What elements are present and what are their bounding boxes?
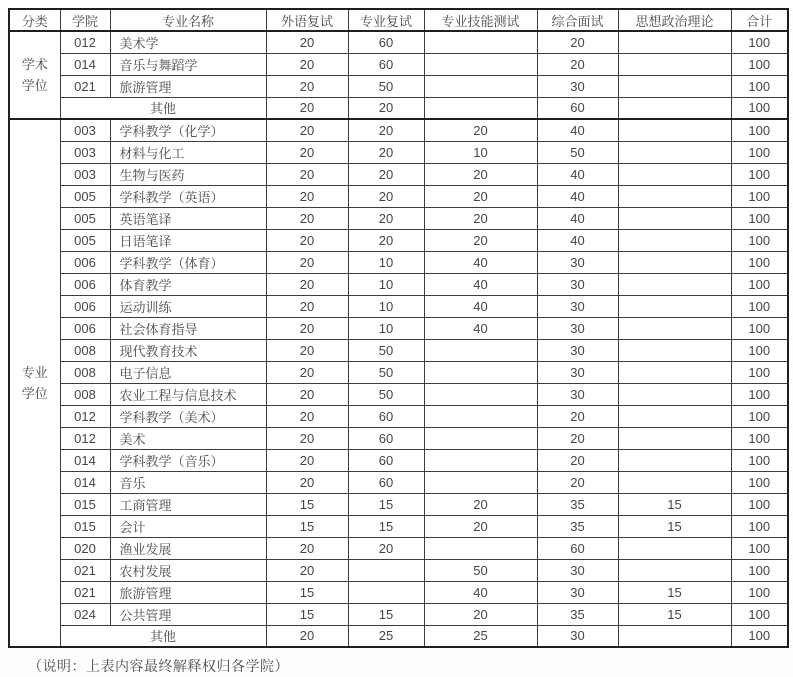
score-cell: 15 <box>348 515 424 537</box>
score-cell: 10 <box>348 295 424 317</box>
score-cell <box>618 119 731 141</box>
score-cell <box>424 53 537 75</box>
college-code-cell: 008 <box>60 339 110 361</box>
major-name-cell: 学科教学（化学） <box>110 119 266 141</box>
score-cell: 15 <box>348 603 424 625</box>
score-cell: 20 <box>266 339 348 361</box>
table-row <box>9 185 788 207</box>
score-cell <box>618 383 731 405</box>
score-cell: 40 <box>537 163 618 185</box>
score-cell: 50 <box>424 559 537 581</box>
score-cell <box>618 53 731 75</box>
college-code-cell: 014 <box>60 471 110 493</box>
score-cell: 20 <box>537 31 618 53</box>
score-cell: 50 <box>348 75 424 97</box>
score-cell: 40 <box>424 273 537 295</box>
college-code-cell: 006 <box>60 251 110 273</box>
score-cell: 60 <box>348 471 424 493</box>
score-cell: 60 <box>348 31 424 53</box>
score-cell <box>348 559 424 581</box>
score-cell: 20 <box>348 141 424 163</box>
score-cell <box>618 185 731 207</box>
score-cell <box>424 471 537 493</box>
score-cell <box>618 625 731 647</box>
category-line: 学位 <box>21 386 48 401</box>
score-cell: 20 <box>266 207 348 229</box>
college-code-cell: 005 <box>60 229 110 251</box>
score-cell: 40 <box>424 317 537 339</box>
score-cell: 20 <box>348 229 424 251</box>
college-code-cell: 021 <box>60 75 110 97</box>
score-cell: 10 <box>348 273 424 295</box>
score-cell: 30 <box>537 251 618 273</box>
college-code-cell: 005 <box>60 185 110 207</box>
score-cell: 30 <box>537 339 618 361</box>
score-cell: 20 <box>424 515 537 537</box>
score-cell: 100 <box>731 339 788 361</box>
major-name-cell: 美术 <box>110 427 266 449</box>
category-line: 学术 <box>21 57 48 72</box>
score-cell <box>424 75 537 97</box>
score-cell: 35 <box>537 603 618 625</box>
category-line: 学位 <box>21 78 48 93</box>
table-row <box>9 361 788 383</box>
score-cell: 35 <box>537 515 618 537</box>
table-row <box>9 537 788 559</box>
score-cell: 50 <box>537 141 618 163</box>
major-name-cell: 美术学 <box>110 31 266 53</box>
college-code-cell: 024 <box>60 603 110 625</box>
score-cell <box>348 581 424 603</box>
table-row <box>9 31 788 53</box>
college-code-cell: 003 <box>60 119 110 141</box>
score-cell: 100 <box>731 185 788 207</box>
major-name-cell: 社会体育指导 <box>110 317 266 339</box>
score-cell: 40 <box>424 581 537 603</box>
major-name-cell: 英语笔译 <box>110 207 266 229</box>
score-cell: 20 <box>266 383 348 405</box>
score-cell: 20 <box>266 405 348 427</box>
major-name-cell: 学科教学（美术） <box>110 405 266 427</box>
score-cell: 15 <box>618 603 731 625</box>
score-cell: 20 <box>266 295 348 317</box>
score-cell <box>424 361 537 383</box>
table-row <box>9 163 788 185</box>
table-header <box>9 9 788 31</box>
score-cell: 100 <box>731 75 788 97</box>
score-cell <box>618 97 731 119</box>
major-name-cell: 日语笔译 <box>110 229 266 251</box>
score-cell: 20 <box>266 31 348 53</box>
score-cell: 15 <box>266 603 348 625</box>
score-cell: 100 <box>731 31 788 53</box>
score-cell <box>618 75 731 97</box>
score-cell: 25 <box>348 625 424 647</box>
score-cell: 15 <box>618 493 731 515</box>
score-cell: 15 <box>618 515 731 537</box>
score-table <box>8 8 789 648</box>
score-cell: 20 <box>424 119 537 141</box>
college-code-cell: 021 <box>60 559 110 581</box>
table-row <box>9 449 788 471</box>
other-row-label-cell: 其他 <box>60 97 266 119</box>
score-cell <box>618 339 731 361</box>
score-cell: 100 <box>731 493 788 515</box>
score-cell <box>618 295 731 317</box>
score-cell <box>618 559 731 581</box>
score-cell: 60 <box>348 427 424 449</box>
major-name-cell: 电子信息 <box>110 361 266 383</box>
score-cell: 10 <box>348 317 424 339</box>
table-row <box>9 75 788 97</box>
other-row-label-cell: 其他 <box>60 625 266 647</box>
category-cell <box>9 31 60 119</box>
major-name-cell: 工商管理 <box>110 493 266 515</box>
score-cell <box>424 537 537 559</box>
score-cell: 20 <box>266 361 348 383</box>
score-cell <box>424 339 537 361</box>
score-cell: 20 <box>266 251 348 273</box>
major-name-cell: 体育教学 <box>110 273 266 295</box>
college-code-cell: 020 <box>60 537 110 559</box>
score-cell <box>424 427 537 449</box>
score-cell <box>618 471 731 493</box>
score-cell: 15 <box>266 581 348 603</box>
score-cell: 10 <box>348 251 424 273</box>
score-cell: 30 <box>537 361 618 383</box>
table-row <box>9 97 788 119</box>
score-cell: 100 <box>731 559 788 581</box>
score-cell: 60 <box>537 537 618 559</box>
score-cell: 100 <box>731 97 788 119</box>
major-name-cell: 材料与化工 <box>110 141 266 163</box>
table-row <box>9 119 788 141</box>
column-header: 合计 <box>731 9 788 31</box>
score-cell: 30 <box>537 383 618 405</box>
college-code-cell: 012 <box>60 427 110 449</box>
college-code-cell: 008 <box>60 361 110 383</box>
score-cell: 60 <box>348 405 424 427</box>
score-cell: 100 <box>731 427 788 449</box>
score-cell: 100 <box>731 273 788 295</box>
table-row <box>9 405 788 427</box>
header-row <box>9 9 788 31</box>
score-cell: 50 <box>348 383 424 405</box>
score-cell: 30 <box>537 625 618 647</box>
column-header: 思想政治理论 <box>618 9 731 31</box>
score-cell: 30 <box>537 581 618 603</box>
score-cell <box>618 427 731 449</box>
score-cell: 15 <box>348 493 424 515</box>
table-row <box>9 383 788 405</box>
score-cell: 100 <box>731 229 788 251</box>
college-code-cell: 003 <box>60 141 110 163</box>
score-cell: 100 <box>731 383 788 405</box>
major-name-cell: 会计 <box>110 515 266 537</box>
score-cell: 100 <box>731 53 788 75</box>
college-code-cell: 008 <box>60 383 110 405</box>
major-name-cell: 音乐与舞蹈学 <box>110 53 266 75</box>
score-cell: 35 <box>537 493 618 515</box>
score-cell: 100 <box>731 163 788 185</box>
score-cell <box>618 141 731 163</box>
table-row <box>9 471 788 493</box>
score-cell: 60 <box>348 53 424 75</box>
score-cell: 20 <box>266 163 348 185</box>
score-cell: 20 <box>424 493 537 515</box>
score-cell: 50 <box>348 339 424 361</box>
college-code-cell: 003 <box>60 163 110 185</box>
score-cell: 10 <box>424 141 537 163</box>
score-cell <box>424 449 537 471</box>
score-cell: 100 <box>731 405 788 427</box>
score-cell: 20 <box>266 75 348 97</box>
score-cell: 100 <box>731 251 788 273</box>
college-code-cell: 021 <box>60 581 110 603</box>
score-cell <box>618 251 731 273</box>
score-cell: 100 <box>731 361 788 383</box>
table-row <box>9 229 788 251</box>
table-row <box>9 53 788 75</box>
major-name-cell: 渔业发展 <box>110 537 266 559</box>
major-name-cell: 生物与医药 <box>110 163 266 185</box>
column-header: 学院 <box>60 9 110 31</box>
score-cell: 40 <box>537 207 618 229</box>
score-cell: 40 <box>424 295 537 317</box>
score-cell: 20 <box>348 537 424 559</box>
score-cell: 20 <box>424 229 537 251</box>
major-name-cell: 现代教育技术 <box>110 339 266 361</box>
score-cell: 20 <box>266 53 348 75</box>
score-cell: 20 <box>424 207 537 229</box>
score-cell: 15 <box>618 581 731 603</box>
score-cell <box>618 207 731 229</box>
score-cell: 100 <box>731 317 788 339</box>
score-cell: 30 <box>537 317 618 339</box>
score-cell: 100 <box>731 603 788 625</box>
score-cell: 30 <box>537 273 618 295</box>
score-cell <box>618 229 731 251</box>
column-header: 专业名称 <box>110 9 266 31</box>
score-cell <box>618 163 731 185</box>
score-cell: 20 <box>537 405 618 427</box>
score-cell: 20 <box>266 317 348 339</box>
score-cell <box>424 97 537 119</box>
score-cell: 30 <box>537 75 618 97</box>
score-cell <box>618 537 731 559</box>
score-cell: 60 <box>348 449 424 471</box>
score-cell: 100 <box>731 471 788 493</box>
score-cell: 20 <box>266 427 348 449</box>
score-cell: 20 <box>266 141 348 163</box>
score-cell: 100 <box>731 141 788 163</box>
category-line: 专业 <box>21 365 48 380</box>
score-cell: 20 <box>266 625 348 647</box>
table-row <box>9 603 788 625</box>
score-cell: 20 <box>266 97 348 119</box>
score-cell: 20 <box>266 229 348 251</box>
table-row <box>9 493 788 515</box>
score-cell: 40 <box>537 185 618 207</box>
major-name-cell: 学科教学（英语） <box>110 185 266 207</box>
major-name-cell: 音乐 <box>110 471 266 493</box>
major-name-cell: 旅游管理 <box>110 75 266 97</box>
column-header: 综合面试 <box>537 9 618 31</box>
score-cell: 20 <box>348 97 424 119</box>
table-row <box>9 515 788 537</box>
score-cell: 60 <box>537 97 618 119</box>
score-cell <box>618 31 731 53</box>
college-code-cell: 005 <box>60 207 110 229</box>
score-cell: 100 <box>731 515 788 537</box>
score-cell: 15 <box>266 493 348 515</box>
score-cell: 20 <box>537 449 618 471</box>
score-cell: 20 <box>266 273 348 295</box>
score-cell: 30 <box>537 295 618 317</box>
table-row <box>9 625 788 647</box>
table-row <box>9 339 788 361</box>
major-name-cell: 旅游管理 <box>110 581 266 603</box>
score-cell: 100 <box>731 449 788 471</box>
college-code-cell: 015 <box>60 493 110 515</box>
score-cell <box>618 405 731 427</box>
major-name-cell: 农村发展 <box>110 559 266 581</box>
college-code-cell: 006 <box>60 295 110 317</box>
table-row <box>9 581 788 603</box>
score-cell: 20 <box>266 537 348 559</box>
score-cell: 20 <box>348 185 424 207</box>
score-cell: 20 <box>537 471 618 493</box>
major-name-cell: 学科教学（体育） <box>110 251 266 273</box>
major-name-cell: 学科教学（音乐） <box>110 449 266 471</box>
score-cell: 20 <box>266 185 348 207</box>
score-cell: 20 <box>424 163 537 185</box>
score-cell: 20 <box>266 119 348 141</box>
score-cell: 40 <box>537 229 618 251</box>
score-cell: 20 <box>266 559 348 581</box>
score-cell: 50 <box>348 361 424 383</box>
college-code-cell: 006 <box>60 273 110 295</box>
score-cell: 20 <box>537 427 618 449</box>
score-cell <box>424 31 537 53</box>
footer-note: （说明：上表内容最终解释权归各学院） <box>28 658 289 674</box>
major-name-cell: 运动训练 <box>110 295 266 317</box>
college-code-cell: 012 <box>60 405 110 427</box>
score-cell: 100 <box>731 625 788 647</box>
score-cell: 25 <box>424 625 537 647</box>
score-cell: 40 <box>537 119 618 141</box>
score-cell: 20 <box>348 163 424 185</box>
table-row <box>9 427 788 449</box>
score-cell: 20 <box>424 603 537 625</box>
score-cell: 20 <box>348 207 424 229</box>
score-cell: 100 <box>731 295 788 317</box>
score-cell: 15 <box>266 515 348 537</box>
major-name-cell: 公共管理 <box>110 603 266 625</box>
score-cell <box>618 449 731 471</box>
score-cell: 20 <box>348 119 424 141</box>
column-header: 专业复试 <box>348 9 424 31</box>
score-cell: 20 <box>266 449 348 471</box>
score-cell: 30 <box>537 559 618 581</box>
column-header: 专业技能测试 <box>424 9 537 31</box>
score-cell: 100 <box>731 581 788 603</box>
score-cell: 100 <box>731 119 788 141</box>
college-code-cell: 014 <box>60 53 110 75</box>
score-cell: 20 <box>537 53 618 75</box>
table-row <box>9 273 788 295</box>
table-row <box>9 317 788 339</box>
table-body <box>9 31 788 647</box>
score-cell <box>618 273 731 295</box>
column-header: 外语复试 <box>266 9 348 31</box>
table-row <box>9 559 788 581</box>
table-row <box>9 295 788 317</box>
document-page <box>0 8 793 677</box>
college-code-cell: 012 <box>60 31 110 53</box>
score-cell: 100 <box>731 207 788 229</box>
score-cell: 40 <box>424 251 537 273</box>
table-row <box>9 141 788 163</box>
category-cell <box>9 119 60 647</box>
score-cell: 100 <box>731 537 788 559</box>
score-cell <box>618 361 731 383</box>
college-code-cell: 015 <box>60 515 110 537</box>
college-code-cell: 014 <box>60 449 110 471</box>
table-row <box>9 251 788 273</box>
score-cell: 20 <box>424 185 537 207</box>
major-name-cell: 农业工程与信息技术 <box>110 383 266 405</box>
table-row <box>9 207 788 229</box>
column-header: 分类 <box>9 9 60 31</box>
score-cell: 20 <box>266 471 348 493</box>
college-code-cell: 006 <box>60 317 110 339</box>
score-cell <box>424 383 537 405</box>
score-cell <box>424 405 537 427</box>
score-cell <box>618 317 731 339</box>
